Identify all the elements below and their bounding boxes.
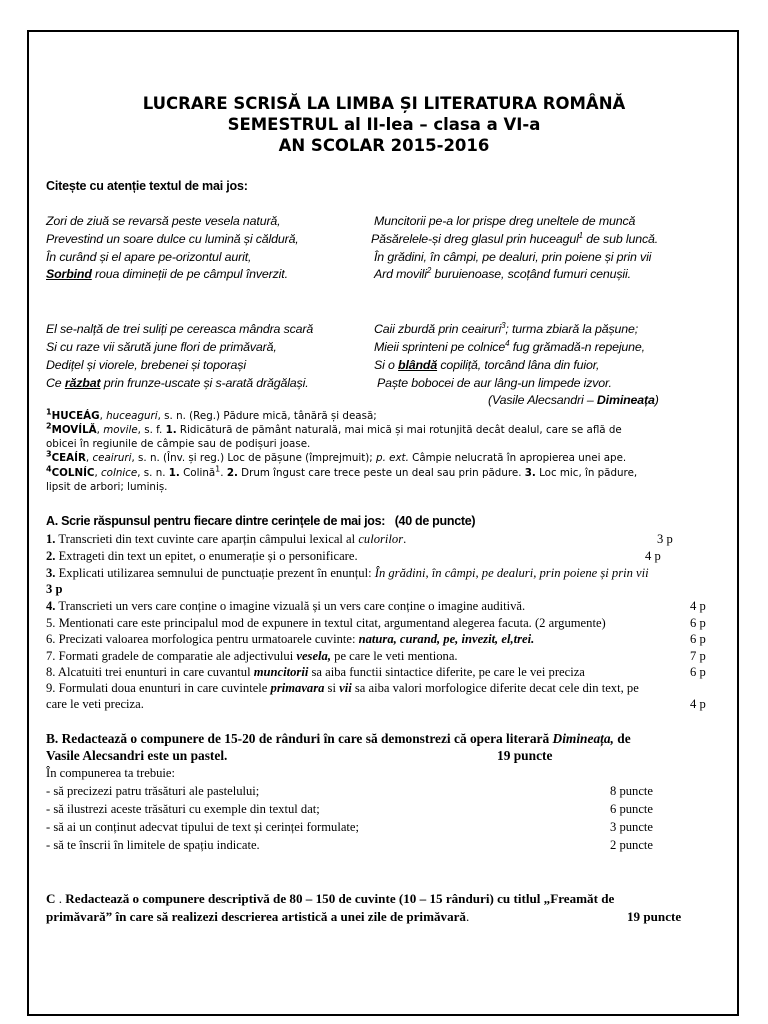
poem-s2-l1: El se-nalță de trei suliți pe cereasca mândra scară (46, 322, 314, 336)
title-line-1: LUCRARE SCRISĂ LA LIMBA ȘI LITERATURA ROMÂNĂ (142, 94, 626, 113)
glossary-4: $^4$COLNÍC, colnice, s. n. 1. Colină$^1$. 2. Drum îngust care trece peste un deal sau prin pădure. 3. Loc mic, în pădure, (46, 464, 638, 479)
question-8-points: 6 p (690, 665, 706, 679)
title-line-3: AN SCOLAR 2015-2016 (278, 136, 490, 155)
section-b-item-1: - să precizezi patru trăsături ale pastelului; (46, 784, 260, 798)
question-5-points: 6 p (690, 616, 706, 630)
poem-s1-r3: În grădini, în câmpi, pe dealuri, prin poiene și prin vii (374, 250, 652, 264)
question-3: 3. Explicati utilizarea semnului de punctuație prezent în enunțul: În grădini, în câmpi, pe dealuri, prin poiene și prin vii (46, 566, 649, 580)
title-line-2: SEMESTRUL al II-lea – clasa a VI-a (227, 115, 541, 134)
question-3-points: 3 p (46, 582, 63, 596)
section-c-line-1: C . Redactează o compunere descriptivă de 80 – 150 de cuvinte (10 – 15 rânduri) cu titlul „Freamăt de (46, 891, 615, 906)
poem-s1-r2: Păsărelele-și dreg glasul prin huceagul$^1$ de sub luncă. (371, 230, 659, 246)
question-8: 8. Alcatuiti trei enunturi in care cuvantul muncitorii sa aiba functii sintactice diferite, pe care le vei preciza (46, 665, 585, 679)
glossary-2: $^2$MOVÍLĂ, movile, s. f. 1. Ridicătură de pământ naturală, mai mică și mai rotunjită decât dealul, care se află de (46, 421, 622, 436)
poem-s1-r4: Ard movili$^2$ buruienoase, scoțând fumuri cenușii. (374, 265, 631, 281)
section-b-item-1-points: 8 puncte (610, 784, 654, 798)
poem-s1-l3: În curând și el apare pe-orizontul aurit, (46, 250, 252, 264)
question-6: 6. Precizati valoarea morfologica pentru urmatoarele cuvinte: natura, curand, pe, invezit, el,trei. (46, 632, 535, 646)
question-4-points: 4 p (690, 599, 706, 613)
section-b-item-3-points: 3 puncte (610, 820, 654, 834)
poem-s2-r2: Mieii sprinteni pe colnice$^4$ fug grămadă-n repejune, (374, 338, 645, 354)
glossary-1: $^1$HUCEÁG, huceaguri, s. n. (Reg.) Pădure mică, tânără și deasă; (46, 407, 377, 422)
section-b-item-4: - să te înscrii în limitele de spațiu indicate. (46, 838, 260, 852)
word-razbat: răzbat (64, 376, 101, 390)
section-b-intro: În compunerea ta trebuie: (46, 766, 176, 780)
question-5: 5. Mentionati care este principalul mod de expunere in textul citat, argumentand alegerea facuta. (2 argumente) (46, 616, 606, 630)
section-b-line-1: B. Redactează o compunere de 15-20 de rânduri în care să demonstrezi că opera literară Dimineața, de (46, 731, 631, 746)
poem-s2-l3: Dedițel și viorele, brebenei și toporași (46, 358, 246, 372)
question-2: 2. Extrageti din text un epitet, o enumerație și o personificare. (46, 549, 358, 563)
question-6-points: 6 p (690, 632, 706, 646)
section-b-item-2: - să ilustrezi aceste trăsături cu exemple din textul dat; (46, 802, 320, 816)
poem-s1-l4: Sorbind roua dimineții de pe câmpul înverzit. (46, 267, 288, 281)
question-7-points: 7 p (690, 649, 706, 663)
glossary-3: $^3$CEAÍR, ceairuri, s. n. (Înv. și reg.) Loc de pășune (împrejmuit); p. ext. Câmpie nelucrată în apropierea unei ape. (46, 449, 627, 464)
instruction: Citește cu atenție textul de mai jos: (46, 179, 248, 193)
poem-s1-l2: Prevestind un soare dulce cu lumină și căldură, (46, 232, 299, 246)
section-c-points: 19 puncte (627, 909, 682, 924)
section-b-item-4-points: 2 puncte (610, 838, 654, 852)
poem-s2-r3: Si o blândă copiliță, torcând lâna din fuior, (374, 358, 600, 372)
question-9-points: 4 p (690, 697, 706, 711)
poem-s1-r1: Muncitorii pe-a lor prispe dreg uneltele de muncă (374, 214, 636, 228)
question-2-points: 4 p (645, 549, 661, 563)
section-b-item-3: - să ai un conținut adecvat tipului de text și cerinței formulate; (46, 820, 359, 834)
section-b-item-2-points: 6 puncte (610, 802, 654, 816)
word-sorbind: Sorbind (46, 267, 92, 281)
section-a-heading: A. Scrie răspunsul pentru fiecare dintre cerințele de mai jos: (40 de puncte) (46, 514, 476, 528)
question-1-points: 3 p (657, 532, 673, 546)
poem-s2-r1: Caii zburdă prin ceairuri$^3$; turma zbiară la pășune; (374, 320, 639, 336)
question-9-cont: care le veti preciza. (46, 697, 144, 711)
glossary-2-cont: obicei în regiunile de câmpie sau de podișuri joase. (46, 438, 311, 450)
section-c-line-2: primăvară” în care să realizezi descrierea artistică a unei zile de primăvară. (46, 909, 470, 924)
glossary-4-cont: lipsit de arbori; luminiș. (46, 481, 168, 493)
question-1: 1. Transcrieti din text cuvinte care aparțin câmpului lexical al culorilor. (46, 532, 407, 546)
question-7: 7. Formati gradele de comparatie ale adjectivului vesela, pe care le veti mentiona. (46, 649, 458, 663)
poem-attribution: (Vasile Alecsandri – Dimineața) (488, 393, 659, 407)
section-b-points: 19 puncte (497, 748, 553, 763)
poem-s2-l2: Si cu raze vii sărută june flori de primăvară, (46, 340, 277, 354)
section-b-line-2: Vasile Alecsandri este un pastel. (46, 748, 228, 763)
poem-s2-l4: Ce răzbat prin frunze-uscate și s-arată drăgălași. (46, 376, 309, 390)
poem-s1-l1: Zori de ziuă se revarsă peste vesela natură, (46, 214, 281, 228)
question-9: 9. Formulati doua enunturi in care cuvintele primavara si vii sa aiba valori morfologice diferite decat cele din text, pe (46, 681, 639, 695)
question-4: 4. Transcrieti un vers care conține o imagine vizuală și un vers care conține o imagine auditivă. (46, 599, 526, 613)
word-blanda: blândă (398, 358, 438, 372)
poem-s2-r4: Paște bobocei de aur lâng-un limpede izvor. (377, 376, 612, 390)
